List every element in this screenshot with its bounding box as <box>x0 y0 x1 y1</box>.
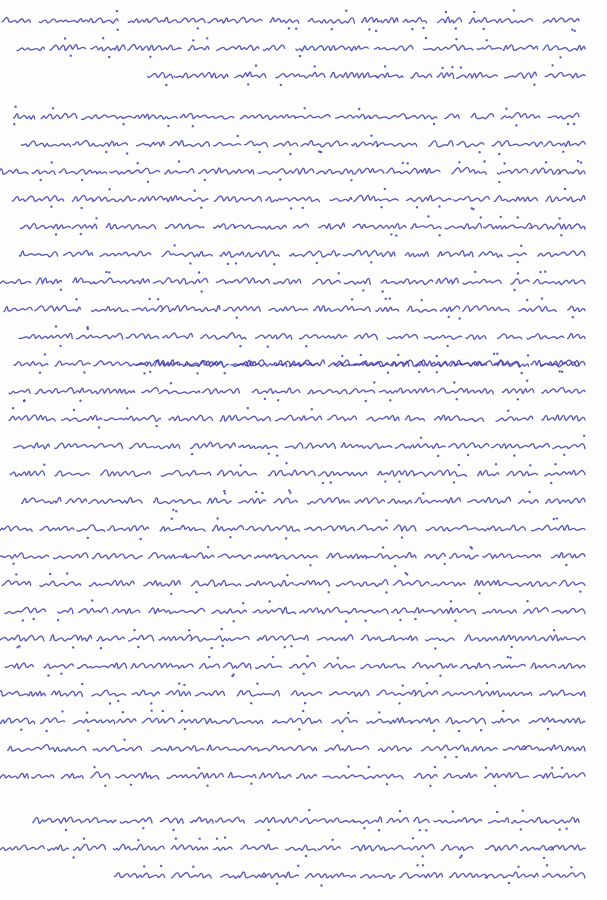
handwritten-line <box>8 739 585 759</box>
handwritten-line <box>4 297 585 319</box>
handwritten-line <box>0 271 585 293</box>
handwritten-line <box>22 489 586 512</box>
handwritten-line <box>0 546 585 567</box>
handwritten-line <box>20 215 585 237</box>
handwritten-line <box>0 765 585 787</box>
handwritten-line <box>14 353 579 375</box>
handwritten-line <box>12 188 585 211</box>
handwritten-line <box>0 628 585 650</box>
handwritten-line <box>0 682 585 705</box>
handwritten-line <box>33 809 579 832</box>
handwritten-line <box>22 135 586 156</box>
handwritten-line <box>19 325 585 348</box>
handwritten-line <box>148 64 585 86</box>
handwritten-line <box>2 572 585 595</box>
handwritten-line <box>0 517 585 540</box>
handwritten-line <box>5 599 585 622</box>
handwritten-line <box>9 380 585 403</box>
handwritten-line <box>0 160 585 183</box>
handwritten-line <box>10 462 585 484</box>
handwritten-line <box>0 710 585 733</box>
handwritten-line <box>20 244 585 265</box>
handwritten-line <box>17 37 585 59</box>
handwritten-line <box>14 435 586 458</box>
handwritten-line <box>114 864 585 887</box>
handwritten-line <box>9 407 585 429</box>
handwritten-line <box>13 106 579 128</box>
handwritten-line <box>2 9 579 32</box>
handwritten-line <box>5 655 585 677</box>
handwritten-line <box>0 836 585 859</box>
